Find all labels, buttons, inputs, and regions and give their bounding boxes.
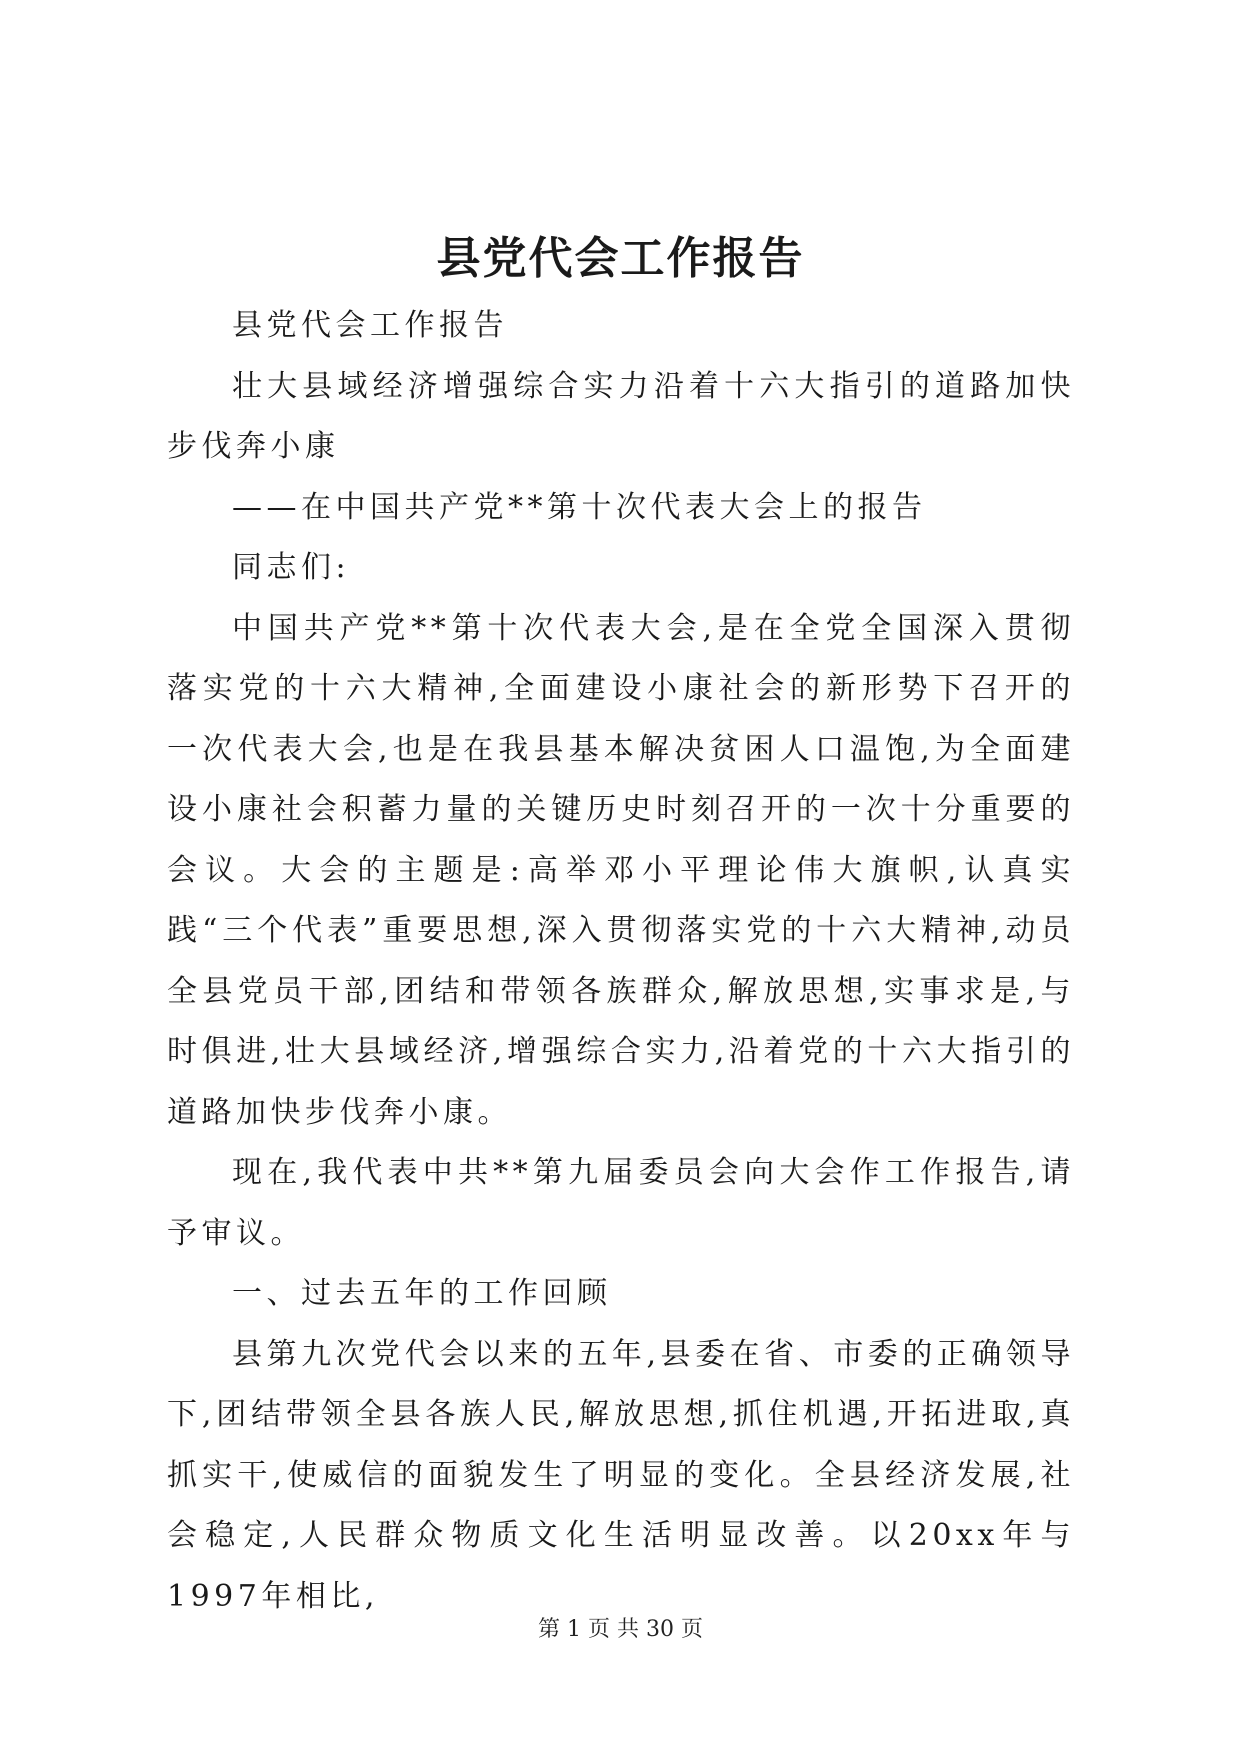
page-number-footer: 第 1 页 共 30 页 [538,1617,703,1642]
subtitle-repeat: 县党代会工作报告 [232,308,508,343]
body-paragraph: 现在,我代表中共**第九届委员会向大会作工作报告,请予审议。 [167,1155,1075,1251]
document-body [167,296,1075,1627]
report-subtitle: ——在中国共产党**第十次代表大会上的报告 [232,489,927,525]
report-main-title: 壮大县域经济增强综合实力沿着十六大指引的道路加快步伐奔小康 [167,368,1075,464]
body-paragraph: 中国共产党**第十次代表大会,是在全党全国深入贯彻落实党的十六大精神,全面建设小康社会的新形势下召开的一次代表大会,也是在我县基本解决贫困人口温饱,为全面建设小康社会积蓄力量的关键历史时刻召开的一次十分重要的会议。大会的主题是:高举邓小平理论伟大旗帜,认真实践“三个代表”重要思想,深入贯彻落实党的十六大精神,动员全县党员干部,团结和带领各族群众,解放思想,实事求是,与时俱进,壮大县域经济,增强综合实力,沿着党的十六大指引的道路加快步伐奔小康。 [167,610,1075,1130]
body-paragraph: 县第九次党代会以来的五年,县委在省、市委的正确领导下,团结带领全县各族人民,解放思想,抓住机遇,开拓进取,真抓实干,使威信的面貌发生了明显的变化。全县经济发展,社会稳定,人民群众物质文化生活明显改善。以20xx年与1997年相比, [167,1336,1075,1614]
section-heading: 一、过去五年的工作回顾 [232,1276,612,1311]
salutation: 同志们: [232,550,351,585]
document-title: 县党代会工作报告 [436,233,805,284]
